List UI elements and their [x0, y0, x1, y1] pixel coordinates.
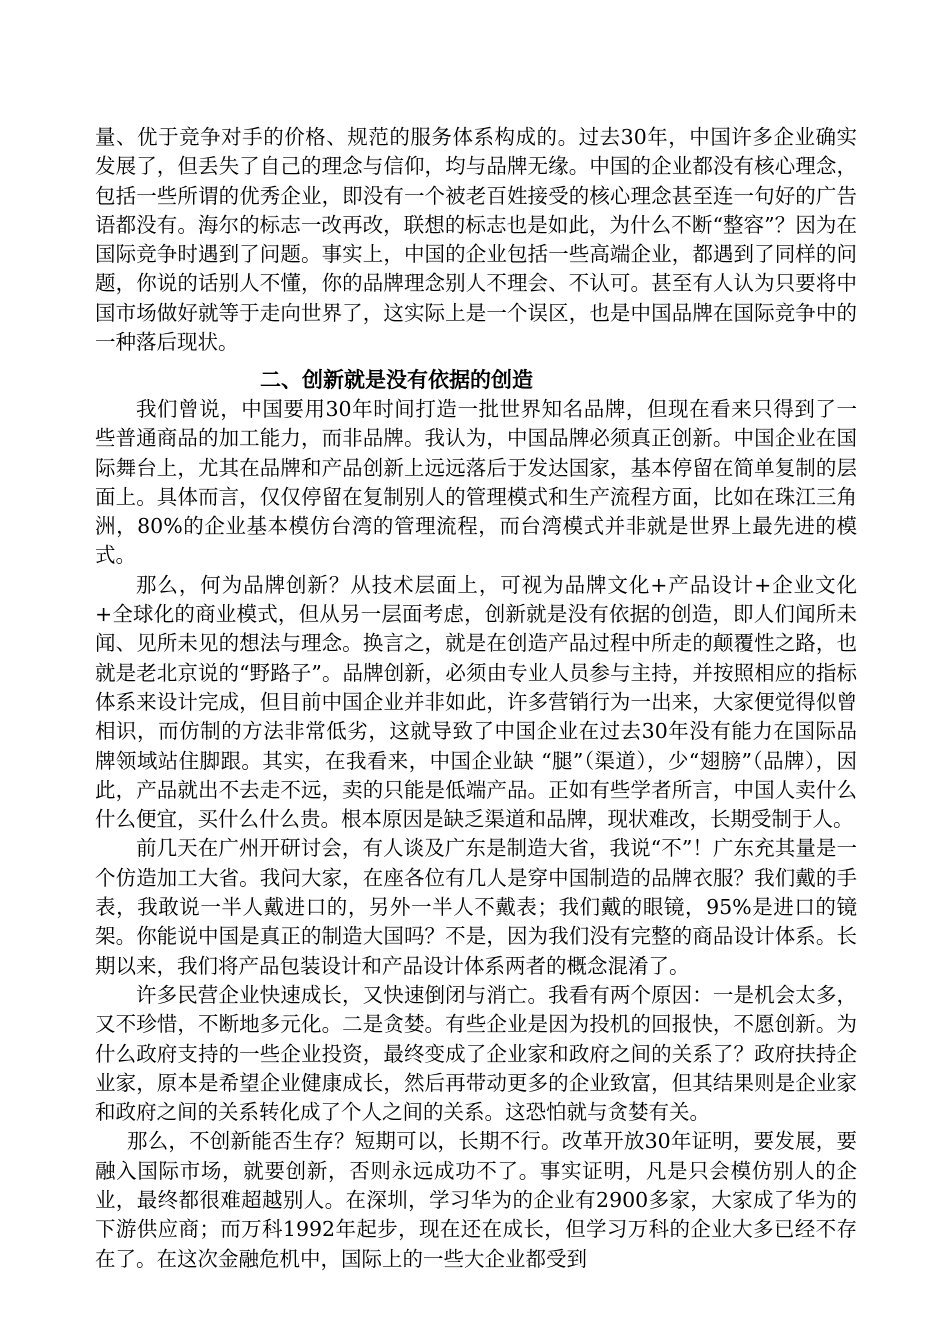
section2-paragraph-5: 那么，不创新能否生存？短期可以，长期不行。改革开放30年证明，要发展，要融入国际市场，就要创新，否则永远成功不了。事实证明，凡是只会模仿别人的企业，最终都很难超越别人。在深圳，学习华为的企业有2900多家，大家成了华为的下游供应商；而万科1992年起步，现在还在成长，但学习万科的企业大多已经不存在了。在这次金融危机中，国际上的一些大企业都受到 [95, 1129, 857, 1271]
section2-heading: 二、创新就是没有依据的创造 [260, 367, 533, 392]
section1-body [95, 123, 857, 357]
section2-paragraph-1: 我们曾说，中国要用30年时间打造一批世界知名品牌，但现在看来只得到了一些普通商品的加工能力，而非品牌。我认为，中国品牌必须真正创新。中国企业在国际舞台上，尤其在品牌和产品创新上远远落后于发达国家，基本停留在简单复制的层面上。具体而言，仅仅停留在复制别人的管理模式和生产流程方面，比如在珠江三角洲，80%的企业基本模仿台湾的管理流程，而台湾模式并非就是世界上最先进的模式。 [95, 397, 857, 568]
section2-paragraph-2: 那么，何为品牌创新？从技术层面上，可视为品牌文化+产品设计+企业文化+全球化的商业模式，但从另一层面考虑，创新就是没有依据的创造，即人们闻所未闻、见所未见的想法与理念。换言之，就是在创造产品过程中所走的颠覆性之路，也就是老北京说的“野路子”。品牌创新，必须由专业人员参与主持，并按照相应的指标体系来设计完成，但目前中国企业并非如此，许多营销行为一出来，大家便觉得似曾相识，而仿制的方法非常低劣，这就导致了中国企业在过去30年没有能力在国际品牌领域站住脚跟。其实，在我看来，中国企业缺 “腿”（渠道），少“翅膀”（品牌），因此，产品就出不去走不远，卖的只能是低端产品。正如有些学者所言，中国人卖什么什么便宜，买什么什么贵。根本原因是缺乏渠道和品牌，现状难改，长期受制于人。 [95, 572, 857, 832]
section2-paragraph-3: 前几天在广州开研讨会，有人谈及广东是制造大省，我说“不”！广东充其量是一个仿造加工大省。我问大家，在座各位有几人是穿中国制造的品牌衣服？我们戴的手表，我敢说一半人戴进口的，另外一半人不戴表；我们戴的眼镜，95%是进口的镜架。你能说中国是真正的制造大国吗？不是，因为我们没有完整的商品设计体系。长期以来，我们将产品包装设计和产品设计体系两者的概念混淆了。 [95, 836, 857, 978]
section1-paragraph: 量、优于竞争对手的价格、规范的服务体系构成的。过去30年，中国许多企业确实发展了，但丢失了自己的理念与信仰，均与品牌无缘。中国的企业都没有核心理念，包括一些所谓的优秀企业，即没有一个被老百姓接受的核心理念甚至连一句好的广告语都没有。海尔的标志一改再改，联想的标志也是如此，为什么不断“整容”？因为在国际竞争时遇到了问题。事实上，中国的企业包括一些高端企业，都遇到了同样的问题，你说的话别人不懂，你的品牌理念别人不理会、不认可。甚至有人认为只要将中国市场做好就等于走向世界了，这实际上是一个误区，也是中国品牌在国际竞争中的一种落后现状。 [95, 125, 857, 355]
section2-body [95, 395, 857, 1274]
section2-paragraph-4: 许多民营企业快速成长，又快速倒闭与消亡。我看有两个原因：一是机会太多，又不珍惜，不断地多元化。二是贪婪。有些企业是因为投机的回报快，不愿创新。为什么政府支持的一些企业投资，最终变成了企业家和政府之间的关系了？政府扶持企业家，原本是希望企业健康成长，然后再带动更多的企业致富，但其结果则是企业家和政府之间的关系转化成了个人之间的关系。这恐怕就与贪婪有关。 [95, 982, 857, 1125]
